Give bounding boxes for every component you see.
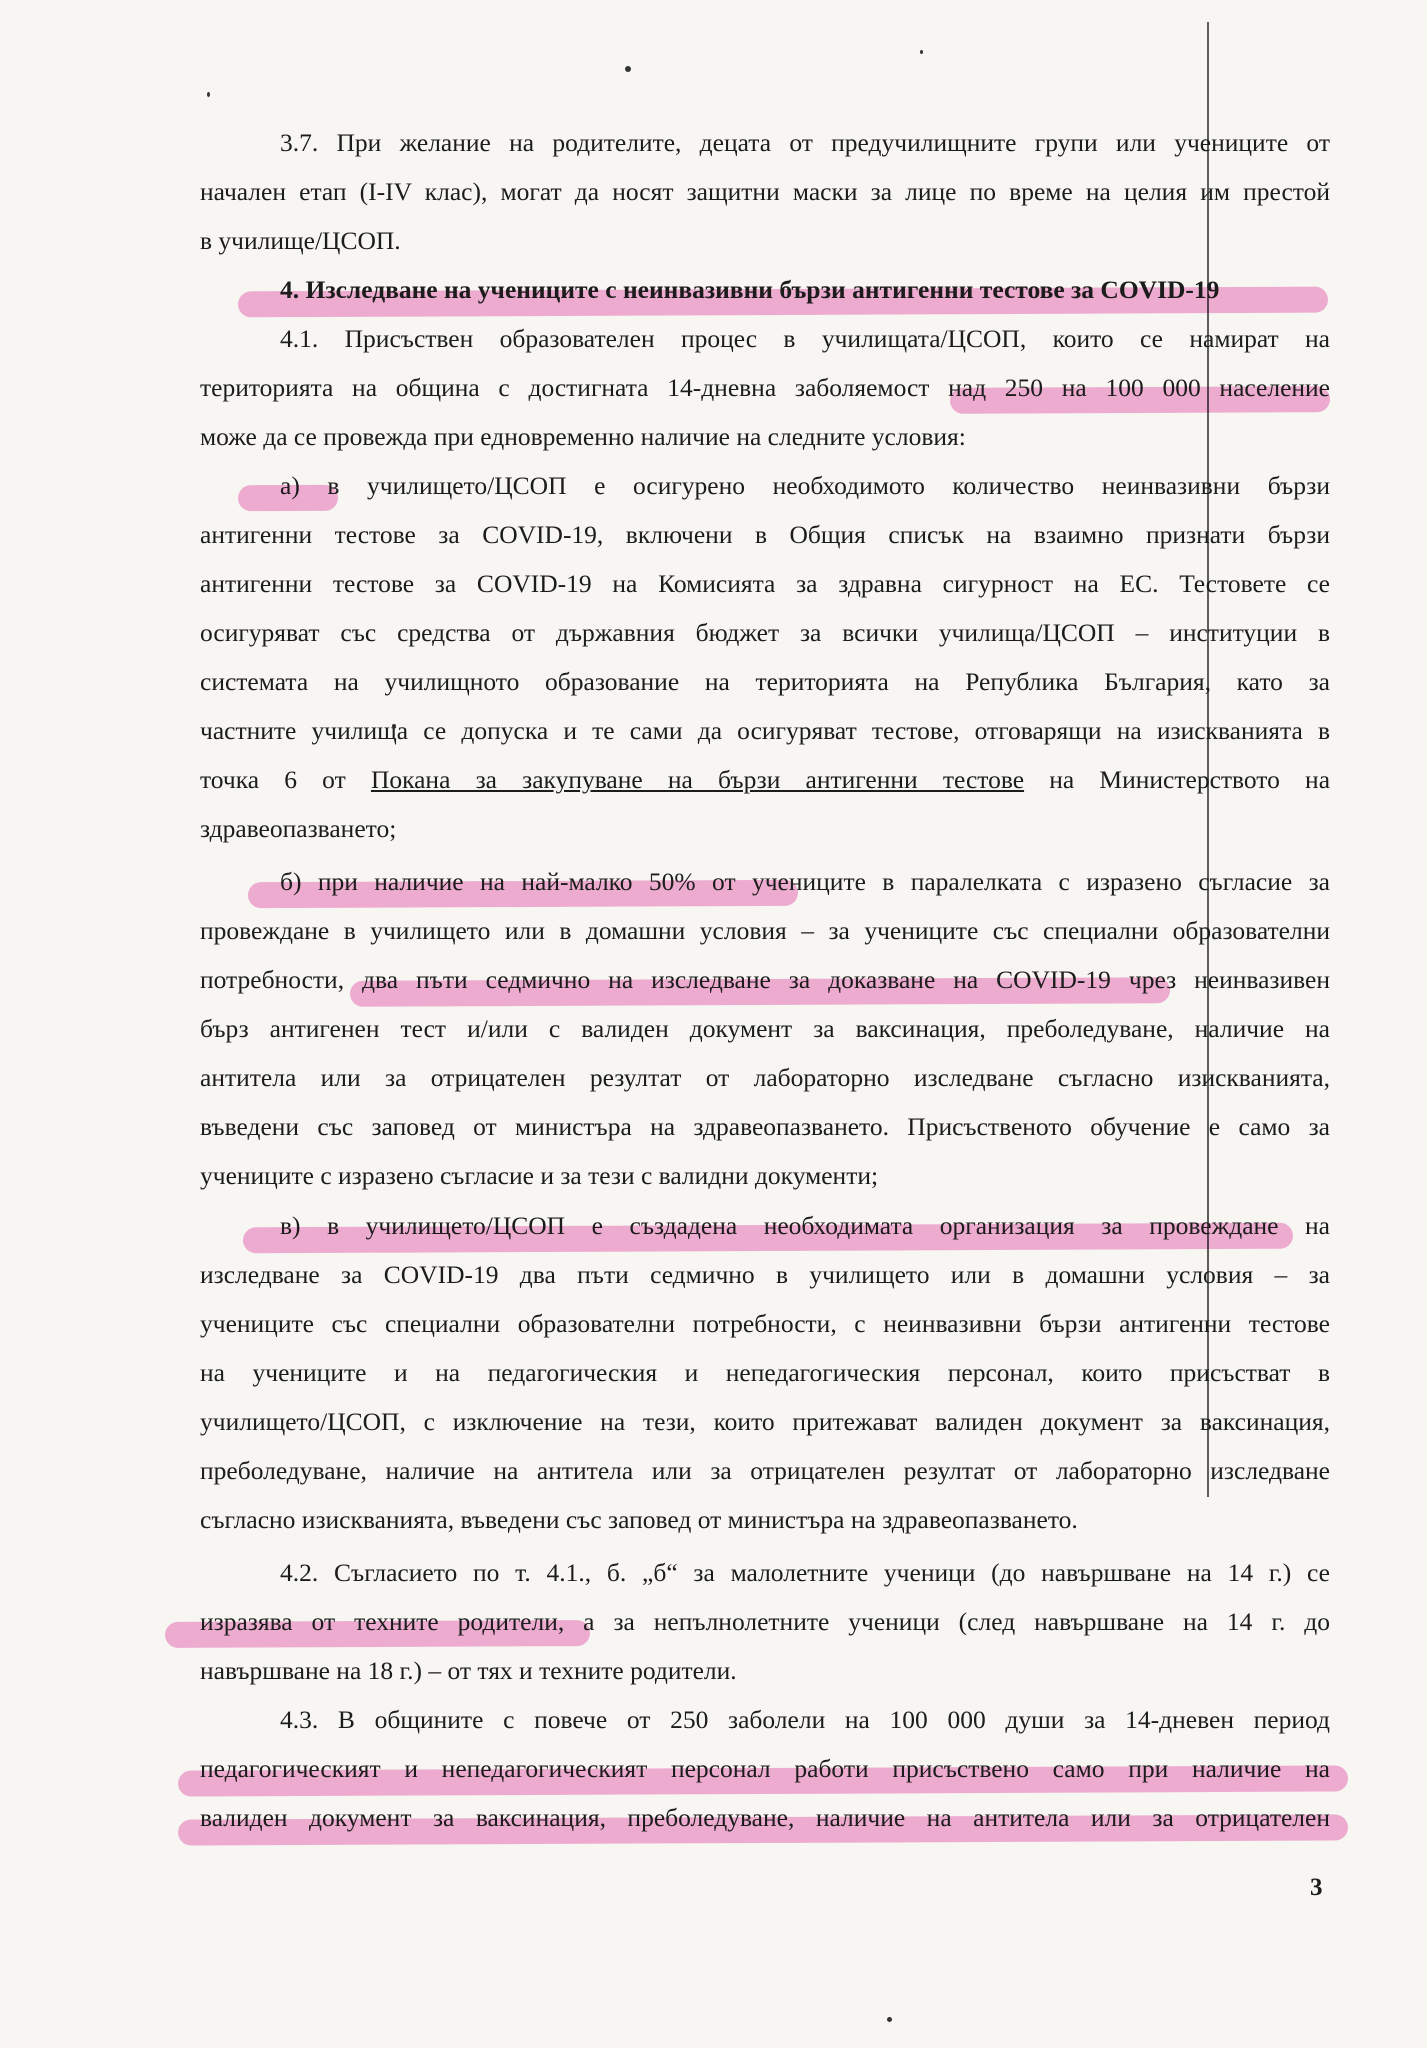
section-heading: 4. Изследване на учениците с неинвазивни бързи антигенни тестове за COVID-19: [280, 275, 1220, 304]
text-line: навършване на 18 г.) – от тях и техните родители.: [200, 1656, 737, 1685]
text-line: 4.3. В общините с повече от 250 заболели на 100 000 души за 14-дневен период: [280, 1705, 1330, 1734]
text-line: изследване за COVID-19 два пъти седмично в училището или в домашни условия – за: [200, 1260, 1330, 1289]
scan-speck: [625, 66, 631, 72]
text-line: антигенни тестове за COVID-19 на Комисията за здравна сигурност на ЕС. Тестовете се: [200, 569, 1330, 598]
text-line: провеждане в училището или в домашни условия – за учениците със специални образователни: [200, 916, 1330, 945]
text-line: валиден документ за ваксинация, преболедуване, наличие на антитела или за отрицателен: [200, 1803, 1330, 1832]
text-line: осигуряват със средства от държавния бюджет за всички училища/ЦСОП – институции в: [200, 618, 1330, 647]
text-segment: на Министерството на: [1049, 765, 1330, 794]
text-line: 4.2. Съгласието по т. 4.1., б. „б“ за малолетните ученици (до навършване на 14 г.) се: [280, 1558, 1330, 1587]
text-line: начален етап (I-IV клас), могат да носят защитни маски за лице по време на целия им престой: [200, 177, 1330, 206]
text-line: здравеопазването;: [200, 814, 397, 843]
text-line: в училище/ЦСОП.: [200, 226, 401, 255]
text-line: на учениците и на педагогическия и непедагогическия персонал, които присъстват в: [200, 1358, 1330, 1387]
text-line: [200, 758, 1330, 802]
text-line: учениците с изразено съгласие и за тези с валидни документи;: [200, 1161, 879, 1190]
text-line: територията на община с достигната 14-дневна заболяемост над 250 на 100 000 население: [200, 373, 1330, 402]
text-line: потребности, два пъти седмично на изследване за доказване на COVID-19 чрез неинвазивен: [200, 965, 1330, 994]
text-segment: точка 6 от: [200, 765, 346, 794]
text-line: системата на училищното образование на територията на Република България, като за: [200, 667, 1330, 696]
text-line: антитела или за отрицателен резултат от лабораторно изследване съгласно изискванията,: [200, 1063, 1330, 1092]
text-line: 3.7. При желание на родителите, децата от предучилищните групи или учениците от: [280, 128, 1330, 157]
scan-speck: [887, 2017, 892, 2022]
text-line: изразява от техните родители, а за непълнолетните ученици (след навършване на 14 г. до: [200, 1607, 1330, 1636]
text-line: педагогическият и непедагогическият персонал работи присъствено само при наличие на: [200, 1754, 1330, 1783]
text-line: 4.1. Присъствен образователен процес в училищата/ЦСОП, които се намират на: [280, 324, 1330, 353]
text-line: антигенни тестове за COVID-19, включени в Общия списък на взаимно признати бързи: [200, 520, 1330, 549]
text-line: частните училища се допуска и те сами да осигуряват тестове, отговарящи на изискванията в: [200, 716, 1330, 745]
text-line: учениците със специални образователни потребности, с неинвазивни бързи антигенни тестове: [200, 1309, 1330, 1338]
text-line: в) в училището/ЦСОП е създадена необходимата организация за провеждане на: [280, 1211, 1330, 1240]
text-line: може да се провежда при едновременно наличие на следните условия:: [200, 422, 966, 451]
text-line: б) при наличие на най-малко 50% от учениците в паралелката с изразено съгласие за: [280, 867, 1330, 896]
referenced-document-title: Покана за закупуване на бързи антигенни тестове: [370, 765, 1025, 794]
text-line: съгласно изискванията, въведени със заповед от министъра на здравеопазването.: [200, 1505, 1078, 1534]
text-line: а) в училището/ЦСОП е осигурено необходимото количество неинвазивни бързи: [280, 471, 1330, 500]
text-line: преболедуване, наличие на антитела или за отрицателен резултат от лабораторно изследване: [200, 1456, 1330, 1485]
scan-speck: [207, 92, 210, 97]
page-number: 3: [1310, 1874, 1323, 1901]
scan-speck: [920, 50, 923, 54]
text-line: училището/ЦСОП, с изключение на тези, които притежават валиден документ за ваксинация,: [200, 1407, 1330, 1436]
text-line: въведени със заповед от министъра на здравеопазването. Присъственото обучение е само за: [200, 1112, 1330, 1141]
text-line: бърз антигенен тест и/или с валиден документ за ваксинация, преболедуване, наличие на: [200, 1014, 1330, 1043]
